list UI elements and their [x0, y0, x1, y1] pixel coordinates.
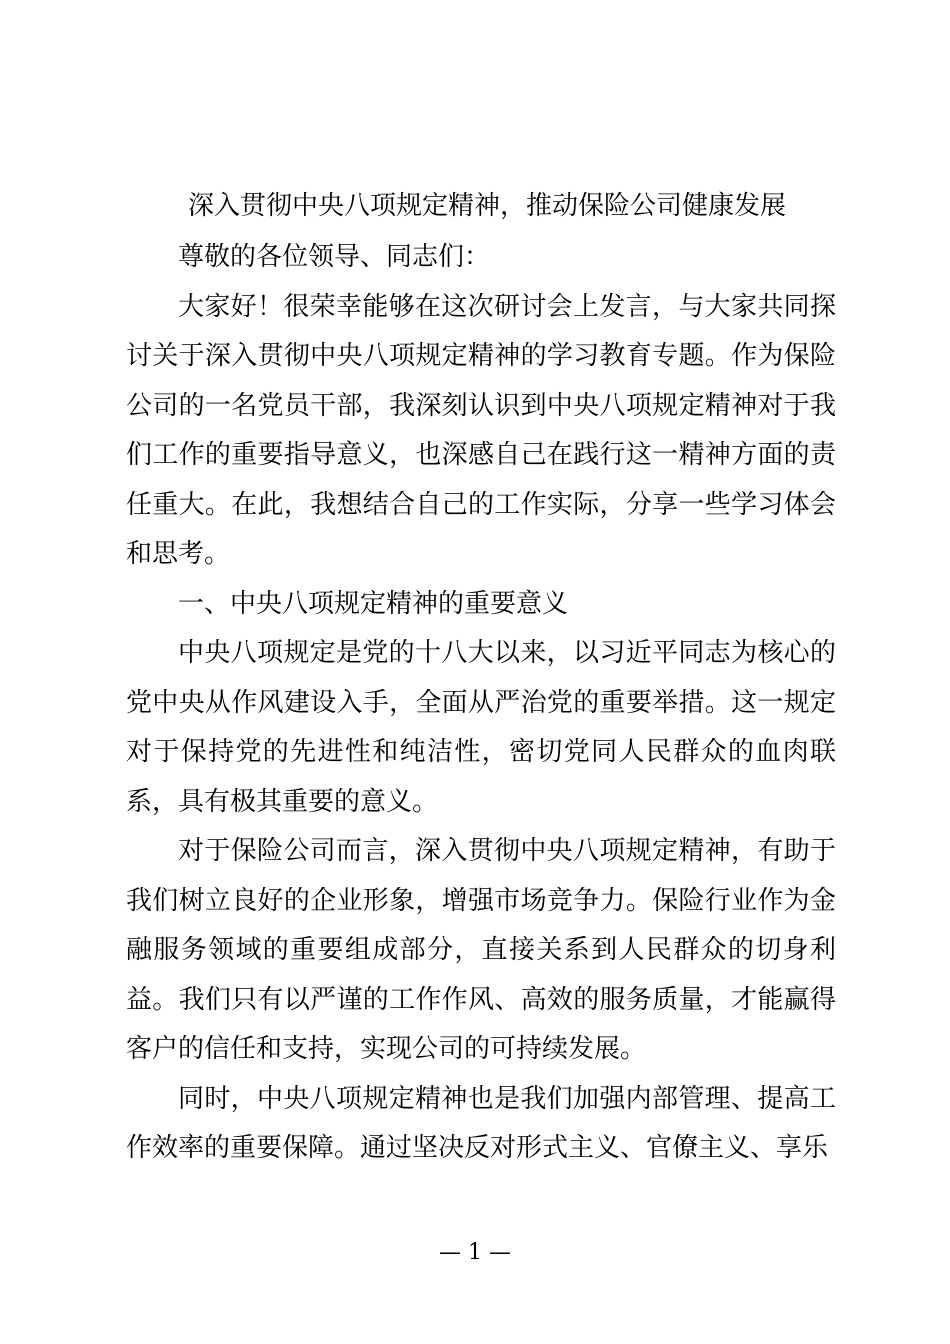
paragraph-greeting: 大家好！很荣幸能够在这次研讨会上发言，与大家共同探讨关于深入贯彻中央八项规定精神的学习教育专题。作为保险公司的一名党员干部，我深刻认识到中央八项规定精神对于我们工作的重要指导意义，也深感自己在践行这一精神方面的责任重大。在此，我想结合自己的工作实际，分享一些学习体会和思考。 [126, 291, 836, 569]
salutation: 尊敬的各位领导、同志们： [178, 242, 491, 272]
paragraph-insurance-company: 对于保险公司而言，深入贯彻中央八项规定精神，有助于我们树立良好的企业形象，增强市场竞争力。保险行业作为金融服务领域的重要组成部分，直接关系到人民群众的切身利益。我们只有以严谨的工作作风、高效的服务质量，才能赢得客户的信任和支持，实现公司的可持续发展。 [126, 836, 836, 1064]
section-heading-1: 一、中央八项规定精神的重要意义 [178, 588, 569, 619]
document-title: 深入贯彻中央八项规定精神，推动保险公司健康发展 [188, 191, 787, 221]
document-body [126, 233, 836, 1174]
paragraph-internal-management: 同时，中央八项规定精神也是我们加强内部管理、提高工作效率的重要保障。通过坚决反对形式主义、官僚主义、享乐 [126, 1083, 836, 1163]
paragraph-significance: 中央八项规定是党的十八大以来，以习近平同志为核心的党中央从作风建设入手，全面从严治党的重要举措。这一规定对于保持党的先进性和纯洁性，密切党同人民群众的血肉联系，具有极其重要的意义。 [126, 638, 836, 817]
page-number: — 1 — [439, 1240, 511, 1265]
